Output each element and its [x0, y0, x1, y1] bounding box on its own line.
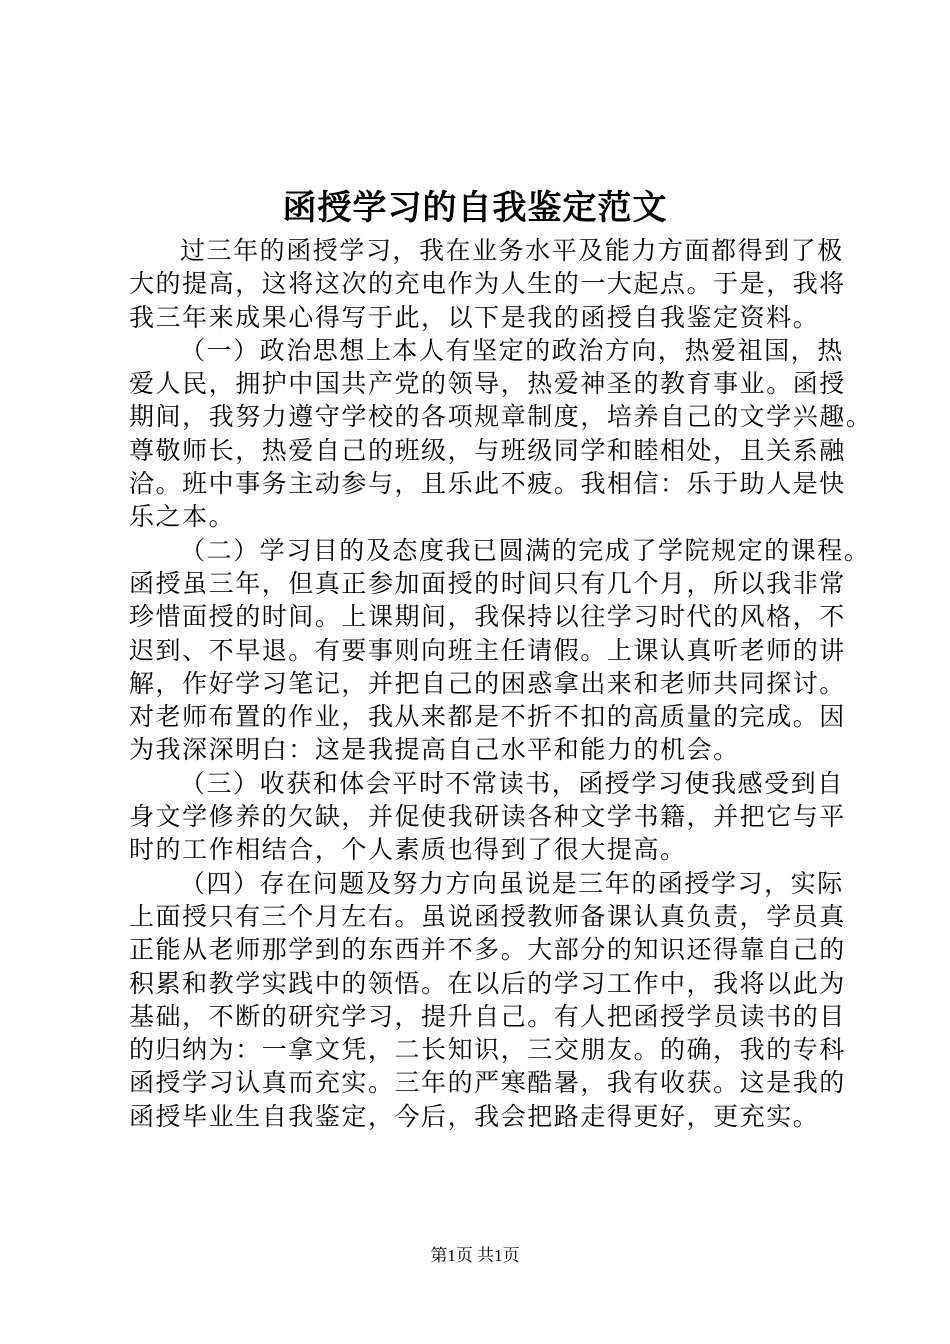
- text-line: 洽。班中事务主动参与，且乐此不疲。我相信：乐于助人是快: [129, 469, 846, 499]
- text-line: （二）学习目的及态度我已圆满的完成了学院规定的课程。: [180, 535, 871, 565]
- text-line: 过三年的函授学习，我在业务水平及能力方面都得到了极: [180, 236, 844, 265]
- text-line: 对老师布置的作业，我从来都是不折不扣的高质量的完成。因: [129, 702, 846, 732]
- text-line: 为我深深明白：这是我提高自己水平和能力的机会。: [129, 735, 740, 765]
- text-line: 珍惜面授的时间。上课期间，我保持以往学习时代的风格，不: [129, 602, 846, 632]
- text-line: （三）收获和体会平时不常读书，函授学习使我感受到自: [180, 768, 844, 798]
- text-line: 大的提高，这将这次的充电作为人生的一大起点。于是，我将: [129, 269, 846, 299]
- text-line: 乐之本。: [129, 502, 236, 532]
- text-line: 我三年来成果心得写于此，以下是我的函授自我鉴定资料。: [129, 302, 820, 332]
- text-line: 解，作好学习笔记，并把自己的困惑拿出来和老师共同探讨。: [129, 668, 846, 698]
- document-body: [129, 234, 873, 1133]
- text-line: 身文学修养的欠缺，并促使我研读各种文学书籍，并把它与平: [129, 802, 846, 832]
- text-line: （一）政治思想上本人有坚定的政治方向，热爱祖国，热: [180, 335, 844, 365]
- text-line: 正能从老师那学到的东西并不多。大部分的知识还得靠自己的: [129, 935, 846, 965]
- text-line: 爱人民，拥护中国共产党的领导，热爱神圣的教育事业。函授: [129, 369, 846, 399]
- text-line: 迟到、不早退。有要事则向班主任请假。上课认真听老师的讲: [129, 635, 846, 665]
- document-title: 函授学习的自我鉴定范文: [282, 188, 668, 228]
- text-line: 函授学习认真而充实。三年的严寒酷暑，我有收获。这是我的: [129, 1068, 846, 1098]
- text-line: 的归纳为：一拿文凭，二长知识，三交朋友。的确，我的专科: [129, 1035, 846, 1065]
- page-footer: 第1页 共1页: [430, 1246, 520, 1265]
- text-line: 时的工作相结合，个人素质也得到了很大提高。: [129, 835, 687, 865]
- text-line: 上面授只有三个月左右。虽说函授教师备课认真负责，学员真: [129, 901, 846, 931]
- text-line: 基础，不断的研究学习，提升自己。有人把函授学员读书的目: [129, 1001, 846, 1031]
- text-line: 函授毕业生自我鉴定，今后，我会把路走得更好，更充实。: [129, 1101, 820, 1131]
- text-line: （四）存在问题及努力方向虽说是三年的函授学习，实际: [180, 868, 844, 898]
- text-line: 尊敬师长，热爱自己的班级，与班级同学和睦相处，且关系融: [129, 435, 846, 465]
- text-line: 期间，我努力遵守学校的各项规章制度，培养自己的文学兴趣。: [129, 402, 873, 432]
- text-line: 积累和教学实践中的领悟。在以后的学习工作中，我将以此为: [129, 968, 846, 998]
- text-line: 函授虽三年，但真正参加面授的时间只有几个月，所以我非常: [129, 568, 846, 598]
